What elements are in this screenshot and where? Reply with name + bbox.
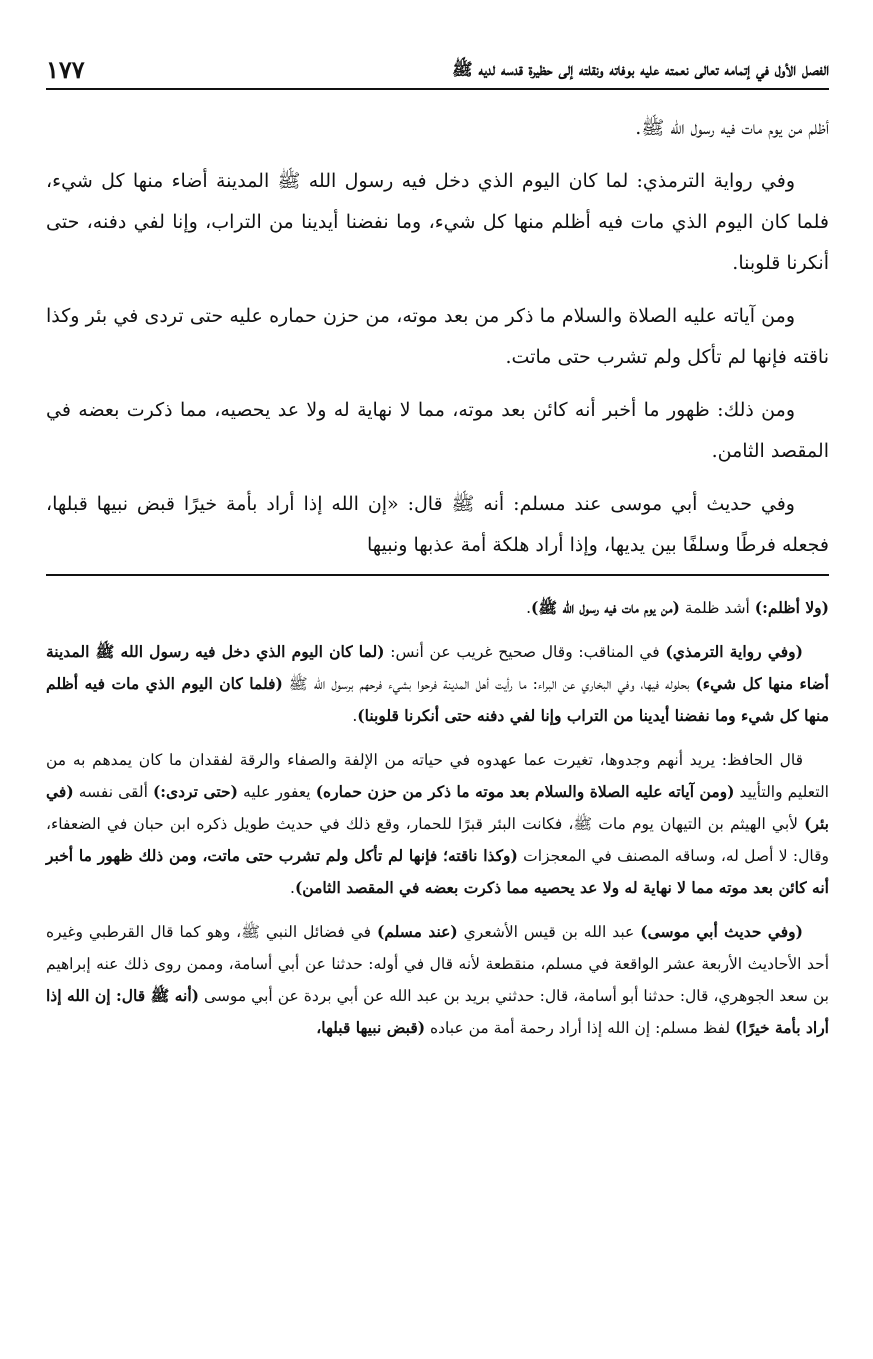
commentary-paragraph-2: (وفي رواية الترمذي) في المناقب: وقال صحيح غريب عن أنس: (لما كان اليوم الذي دخل فيه رسول الله ﷺ المدينة أضاء منها كل شيء) بحلوله فيها، وفي البخاري عن البراء: ما رأيت أهل المدينة فرحوا بشيء فرحهم برسول الله ﷺ (فلما كان اليوم الذي مات فيه أظلم منها كل شيء وما نفضنا أيدينا من التراب وإنا لفي دفنه حتى أنكرنا قلوبنا). bbox=[46, 642, 829, 725]
commentary-divider bbox=[46, 574, 829, 576]
main-paragraph-2: وفي رواية الترمذي: لما كان اليوم الذي دخل فيه رسول الله ﷺ المدينة أضاء منها كل شيء، فلما كان اليوم الذي مات فيه أظلم منها كل شيء، وما نفضنا أيدينا من التراب، وإنا لفي دفنه، حتى أنكرنا قلوبنا. bbox=[46, 170, 829, 274]
main-paragraph-1: أظلم من يوم مات فيه رسول الله ﷺ. bbox=[635, 117, 829, 139]
main-paragraph-5: وفي حديث أبي موسى عند مسلم: أنه ﷺ قال: «إن الله إذا أراد بأمة خيرًا قبض نبيها قبلها، فجعله فرطًا وسلفًا بين يديها، وإذا أراد هلكة أمة عذبها ونبيها bbox=[46, 493, 829, 556]
commentary-paragraph-4: (وفي حديث أبي موسى) عبد الله بن قيس الأشعري (عند مسلم) في فضائل النبي ﷺ، وهو كما قال القرطبي وغيره أحد الأحاديث الأربعة عشر الواقعة في مسلم، منقطعة لأنه قال في أوله: حدثنا عن أبي أسامة، وممن روى ذلك عنه إبراهيم بن سعد الجوهري، قال: حدثنا أبو أسامة، قال: حدثني بريد بن عبد الله عن أبي بردة عن أبي موسى (أنه ﷺ قال: إن الله إذا أراد بأمة خيرًا) لفظ مسلم: إن الله إذا أراد رحمة أمة من عباده (قبض نبيها قبلها، bbox=[46, 922, 829, 1037]
commentary-paragraph-3: قال الحافظ: يريد أنهم وجدوها، تغيرت عما عهدوه في حياته من الإلفة والصفاء والرقة لفقدان ما كان يمدهم به من التعليم والتأييد (ومن آياته عليه الصلاة والسلام بعد موته ما ذكر من حزن حماره) يعفور عليه (حتى تردى:) ألقى نفسه (في بئر) لأبي الهيثم بن التيهان يوم مات ﷺ، فكانت البئر قبرًا للحمار، وقع ذلك في حديث طويل ذكره ابن حبان في الضعفاء، وقال: لا أصل له، وساقه المصنف في المعجزات (وكذا ناقته؛ فإنها لم تأكل ولم تشرب حتى ماتت، ومن ذلك ظهور ما أخبر أنه كائن بعد موته مما لا نهاية له ولا عد يحصيه مما ذكرت بعضه في المقصد الثامن). bbox=[46, 751, 829, 897]
page-number: ١٧٧ bbox=[46, 55, 85, 84]
commentary-paragraph-1: (ولا أظلم:) أشد ظلمة (من يوم مات فيه رسول الله ﷺ). bbox=[526, 598, 829, 617]
page-header bbox=[46, 48, 829, 90]
main-paragraph-3: ومن آياته عليه الصلاة والسلام ما ذكر من بعد موته، من حزن حماره عليه حتى تردى في بئر وكذا ناقته فإنها لم تأكل ولم تشرب حتى ماتت. bbox=[46, 305, 829, 368]
main-text bbox=[46, 108, 829, 578]
chapter-title: الفصل الأول في إتمامه تعالى نعمته عليه بوفاته ونقلته إلى حظيرة قدسه لديه ﷺ bbox=[452, 60, 829, 80]
main-paragraph-4: ومن ذلك: ظهور ما أخبر أنه كائن بعد موته، مما لا نهاية له ولا عد يحصيه، مما ذكرت بعضه في المقصد الثامن. bbox=[46, 399, 829, 462]
commentary-section bbox=[46, 592, 829, 1056]
